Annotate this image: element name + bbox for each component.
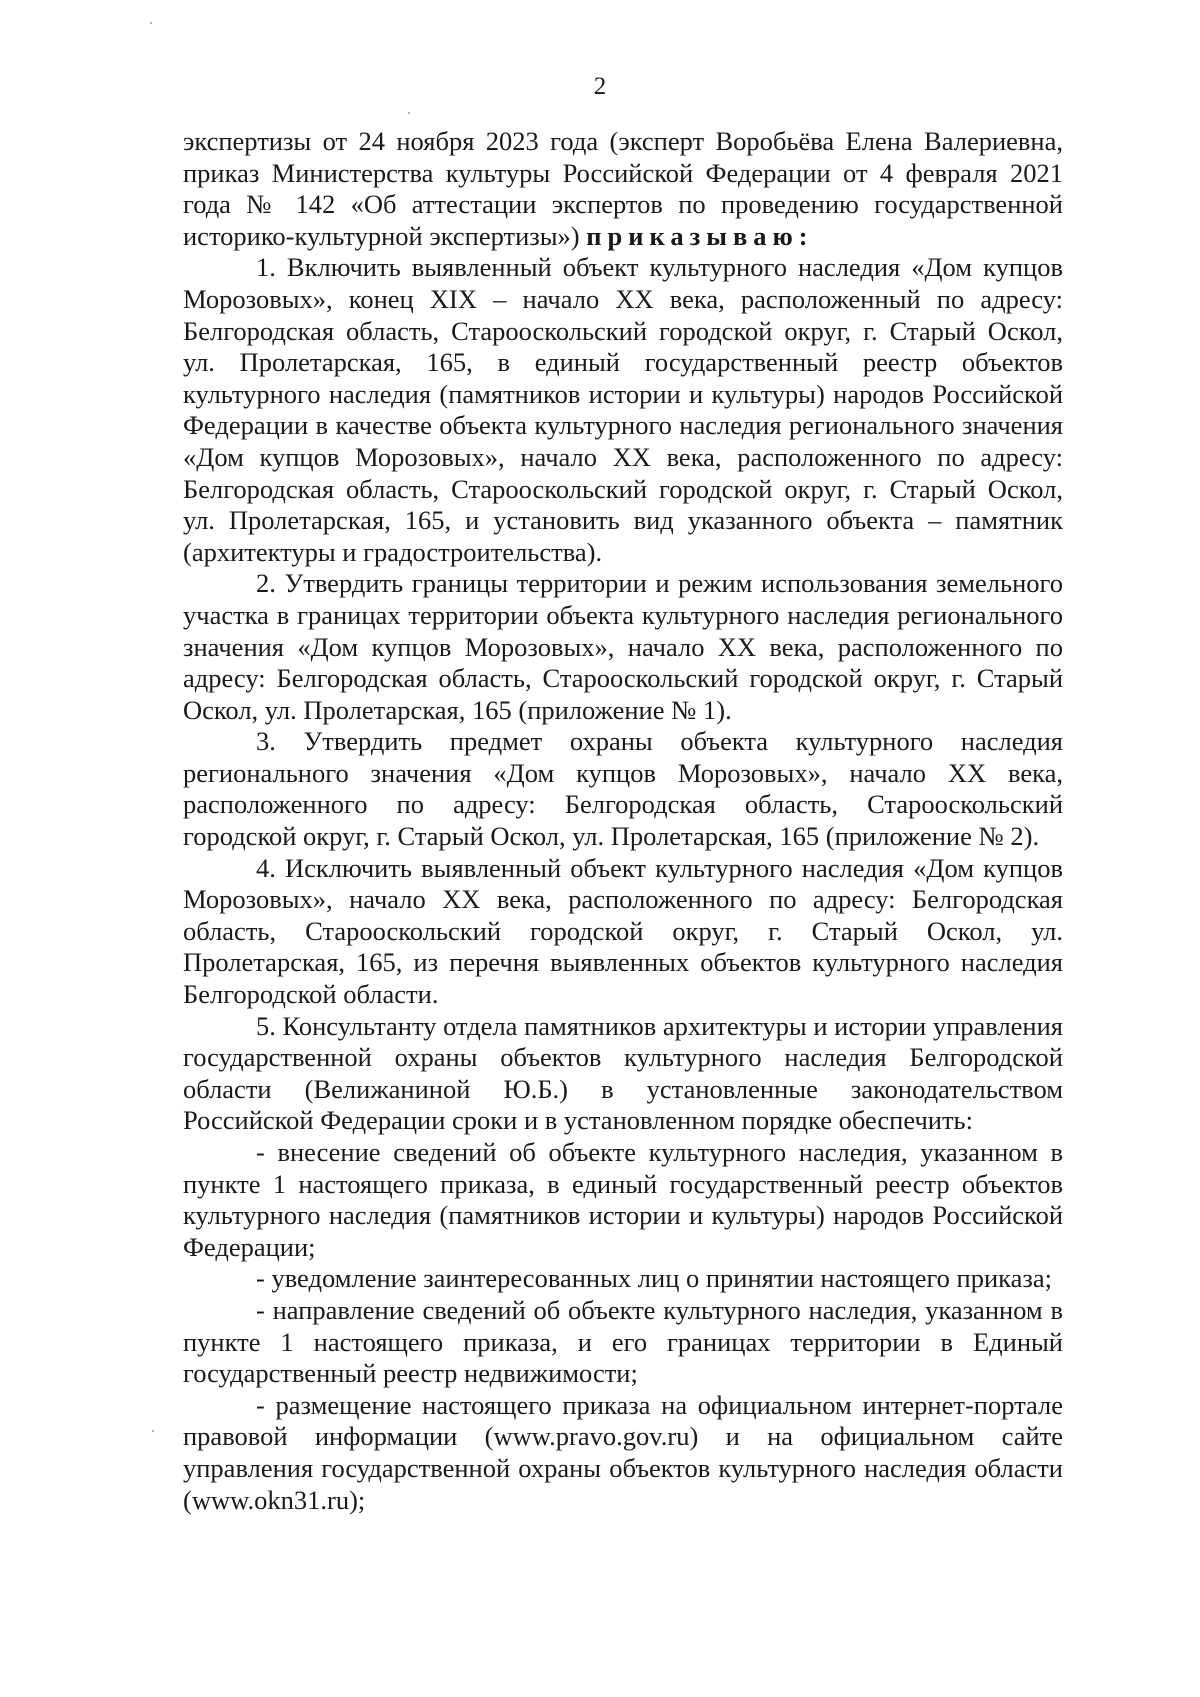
list-item-publication: - размещение настоящего приказа на официальном интернет-портале правовой информации (www.pravo.gov.ru) и на официальном сайте управления государственной охраны объектов культурного наследия области (www.okn31.ru);	[183, 1389, 1063, 1515]
intro-text: экспертизы от 24 ноября 2023 года (эксперт Воробьёва Елена Валериевна, приказ Министерства культуры Российской Федерации от 4 февраля 2021 года № 142 «Об аттестации экспертов по проведению государственной историко-культурной экспертизы»)	[183, 126, 1063, 251]
list-item-registry: - внесение сведений об объекте культурного наследия, указанном в пункте 1 настоящего приказа, в единый государственный реестр объектов культурного наследия (памятников истории и культуры) народов Российской Федерации;	[183, 1137, 1063, 1262]
paragraph-item-2: 2. Утвердить границы территории и режим использования земельного участка в границах территории объекта культурного наследия регионального значения «Дом купцов Морозовых», начало XX века, расположенного по адресу: Белгородская область, Старооскольский городской округ, г. Старый Оскол, ул. Пролетарская, 165 (приложение № 1).	[183, 568, 1063, 725]
scan-speck	[408, 112, 410, 114]
page-number: 2	[593, 73, 607, 100]
intro-paragraph	[183, 126, 1063, 252]
scan-speck	[152, 1430, 154, 1432]
paragraph-item-4: 4. Исключить выявленный объект культурного наследия «Дом купцов Морозовых», начало XX века, расположенного по адресу: Белгородская область, Старооскольский городской округ, г. Старый Оскол, ул. Пролетарская, 165, из перечня выявленных объектов культурного наследия Белгородской области.	[183, 852, 1063, 1010]
list-item-real-estate-registry: - направление сведений об объекте культурного наследия, указанном в пункте 1 настоящего приказа, и его границах территории в Единый государственный реестр недвижимости;	[183, 1294, 1063, 1389]
paragraph-item-5: 5. Консультанту отдела памятников архитектуры и истории управления государственной охраны объектов культурного наследия Белгородской области (Велижаниной Ю.Б.) в установленные законодательством Российской Федерации сроки и в установленном порядке обеспечить:	[183, 1010, 1063, 1136]
order-word: приказываю:	[586, 220, 814, 251]
scan-speck	[150, 22, 152, 24]
document-body	[183, 126, 1063, 1516]
paragraph-item-3: 3. Утвердить предмет охраны объекта культурного наследия регионального значения «Дом купцов Морозовых», начало XX века, расположенного по адресу: Белгородская область, Старооскольский городской округ, г. Старый Оскол, ул. Пролетарская, 165 (приложение № 2).	[183, 726, 1063, 852]
list-item-notification: - уведомление заинтересованных лиц о принятии настоящего приказа;	[256, 1263, 1052, 1294]
paragraph-item-1: 1. Включить выявленный объект культурного наследия «Дом купцов Морозовых», конец XIX – начало XX века, расположенный по адресу: Белгородская область, Старооскольский городской округ, г. Старый Оскол, ул. Пролетарская, 165, в единый государственный реестр объектов культурного наследия (памятников истории и культуры) народов Российской Федерации в качестве объекта культурного наследия регионального значения «Дом купцов Морозовых», начало XX века, расположенного по адресу: Белгородская область, Старооскольский городской округ, г. Старый Оскол, ул. Пролетарская, 165, и установить вид указанного объекта – памятник (архитектуры и градостроительства).	[183, 252, 1063, 567]
